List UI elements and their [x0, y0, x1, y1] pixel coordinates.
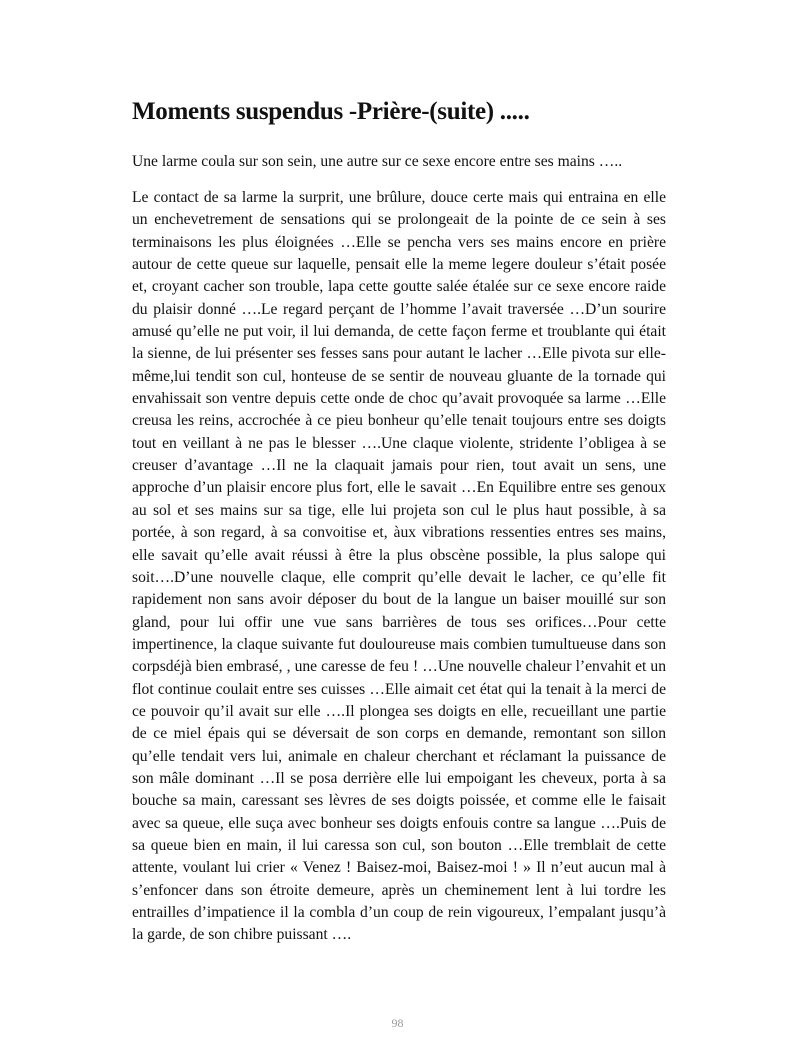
page-title: Moments suspendus -Prière-(suite) .....	[132, 98, 530, 125]
body-paragraph: Le contact de sa larme la surprit, une brûlure, douce certe mais qui entraina en elle un enchevetrement de sensations qui se prolongeait de la pointe de ce sein à ses terminaisons les plus éloignées …Elle se pencha vers ses mains encore en prière autour de cette queue sur laquelle, pensait elle la meme legere douleur s’était posée et, croyant cacher son trouble, lapa cette goutte salée étalée sur ce sexe encore raide du plaisir donné ….Le regard perçant de l’homme l’avait traversée …D’un sourire amusé qu’elle ne put voir, il lui demanda, de cette façon ferme et troublante qui était la sienne, de lui présenter ses fesses sans pour autant le lacher …Elle pivota sur elle-même,lui tendit son cul, honteuse de se sentir de nouveau gluante de la tornade qui envahissait son ventre depuis cette onde de choc qu’avait provoquée sa larme …Elle creusa les reins, accrochée à ce pieu bonheur qu’elle tenait toujours entre ses doigts tout en veillant à ne pas le blesser ….Une claque violente, stridente l’obligea à se creuser d’avantage …Il ne la claquait jamais pour rien, tout avait un sens, une approche d’un plaisir encore plus fort, elle le savait …En Equilibre entre ses genoux au sol et ses mains sur sa tige, elle lui projeta son cul le plus haut possible, à sa portée, à son regard, à sa convoitise et, àux vibrations ressenties entres ses mains, elle savait qu’elle avait réussi à être la plus obscène possible, la plus salope qui soit….D’une nouvelle claque, elle comprit qu’elle devait le lacher, ce qu’elle fit rapidement non sans avoir déposer du bout de la langue un baiser mouillé sur son gland, pour lui offir une vue sans barrières de tous ses orifices…Pour cette impertinence, la claque suivante fut douloureuse mais combien tumultueuse dans son corpsdéjà bien embrasé, , une caresse de feu ! …Une nouvelle chaleur l’envahit et un flot continue coulait entre ses cuisses …Elle aimait cet état qui la tenait à la merci de ce pouvoir qu’il avait sur elle ….Il plongea ses doigts en elle, recueillant une partie de ce miel épais qui se déversait de son corps en demande, remontant son sillon qu’elle tendait vers lui, animale en chaleur cherchant et réclamant la puissance de son mâle dominant …Il se posa derrière elle lui empoigant les cheveux, porta à sa bouche sa main, caressant ses lèvres de ses doigts poissée, et comme elle le faisait avec sa queue, elle suça avec bonheur ses doigts enfouis contre sa langue ….Puis de sa queue bien en main, il lui caressa son cul, son bouton …Elle tremblait de cette attente, voulant lui crier « Venez ! Baisez-moi, Baisez-moi ! » Il n’eut aucun mal à s’enfoncer dans son étroite demeure, après un cheminement lent à lui tordre les entrailles d’impatience il la combla d’un coup de rein vigoureux, l’empalant jusqu’à la garde, de son chibre puissant ….	[132, 189, 666, 944]
page-number: 98	[391, 1016, 404, 1030]
intro-paragraph: Une larme coula sur son sein, une autre sur ce sexe encore entre ses mains …..	[132, 153, 623, 170]
